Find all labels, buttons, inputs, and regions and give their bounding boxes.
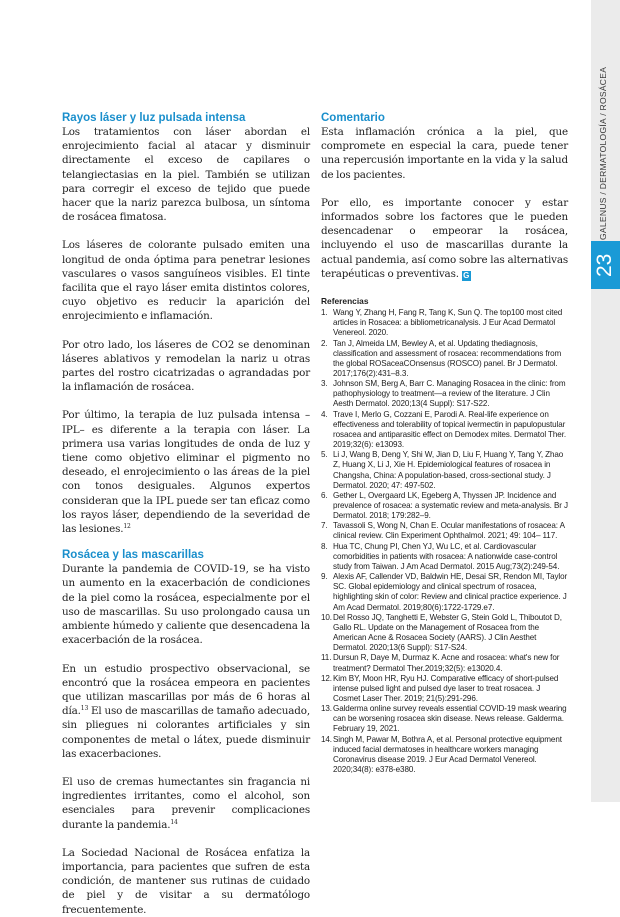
reference-number: 14. [321,734,332,744]
paragraph-laser-4-text: Por último, la terapia de luz pulsada intensa –IPL– es diferente a la terapia con láser. La primera usa varias longitudes de onda de luz y tiene como objetivo eliminar el pigmento no deseado, el enrojecimiento o las áreas de la piel con tonos desiguales. Algunos expertos consideran que la IPL puede ser tan eficaz como los rayos láser, dependiendo de la severidad de las lesiones. [62,409,310,536]
reference-text: Dursun R, Daye M, Durmaz K. Acne and rosacea: what's new for treatment? Dermatol Ther.2019;32(5): e13020.4. [333,653,560,673]
reference-item [321,308,568,338]
ref-marker-13: 13 [80,705,89,713]
paragraph-laser-2: Los láseres de colorante pulsado emiten una longitud de onda óptima para penetrar lesiones vasculares o vasos sanguíneos visibles. El tinte facilita que el rayo láser emita distintos colores, cuyo objetivo es reducir la aparición del enrojecimiento e inflamación. [62,239,310,323]
paragraph-masks-3 [62,775,310,832]
paragraph-masks-2a: En un estudio prospectivo observacional, se encontró que la rosácea empeora en pacientes que utilizan mascarillas por más de 6 horas al día. [62,662,310,718]
reference-text: Tan J, Almeida LM, Bewley A, et al. Updating thediagnosis, classification and assessment of rosacea: recommendations from the global ROSaceaCOnsensus (ROSCO) panel. Br J Dermatol. 2017;176(2):431–8.3. [333,338,562,378]
reference-item [321,410,568,451]
page-number: 23 [593,253,616,277]
references-list [321,308,568,775]
reference-text: Trave I, Merlo G, Cozzani E, Parodi A. Real-life experience on effectiveness and tolerability of topical ivermectin in papulopustular rosacea and antiparasitic effect on Demodex mites. Dermatol Ther. 2019;32(6): e13093. [333,409,566,450]
reference-number: 7. [321,521,328,531]
running-title: GALENUS / DERMATOLOGÍA / ROSÁCEA [598,66,608,240]
reference-text: Wang Y, Zhang H, Fang R, Tang K, Sun Q. The top100 most cited articles in Rosacea: a bibliometricanalysis. J Eur Acad Dermatol Venereol. 2020. [333,308,563,338]
paragraph-masks-4: La Sociedad Nacional de Rosácea enfatiza la importancia, para pacientes que sufren de esta condición, de mantener sus rutinas de cuidado de piel y de visitar a su dermatólogo frecuentemente. [62,846,310,916]
reference-item [321,450,568,491]
reference-text: Tavassoli S, Wong N, Chan E. Ocular manifestations of rosacea: A clinical review. Clin Experiment Ophthalmol. 2021; 49: 104– 117. [333,521,565,541]
paragraph-laser-1: Los tratamientos con láser abordan el enrojecimiento facial al atacar y disminuir directamente el exceso de capilares o telangiectasias en la piel. También se utilizan para corregir el exceso de tejido que puede hacer que la nariz parezca bulbosa, un síntoma de rosácea fimatosa. [62,126,310,224]
paragraph-comment-1: Esta inflamación crónica a la piel, que compromete en especial la cara, puede tener una repercusión importante en la vida y la salud de los pacientes. [321,126,568,181]
heading-comment: Comentario [321,112,385,124]
paragraph-comment-2 [321,196,568,281]
reference-text: Del Rosso JQ, Tanghetti E, Webster G, Stein Gold L, Thiboutot D, Gallo RL. Update on the Management of Rosacea from the American Acne & Rosacea Society (AARS). J Clin Aesthet Dermatol. 2020;13(6 Suppl): S17-S24. [333,612,562,653]
reference-number: 2. [321,338,328,348]
reference-item [321,704,568,734]
reference-number: 5. [321,450,328,460]
reference-text: Alexis AF, Callender VD, Baldwin HE, Desai SR, Rendon MI, Taylor SC. Global epidemiology and clinical spectrum of rosacea, highlighting skin of color: Review and clinical practice experience. J Am Acad Dermatol. 2019;80(6):1722-1729.e7. [333,572,568,612]
paragraph-laser-4 [62,408,310,536]
reference-number: 6. [321,490,328,500]
reference-number: 1. [321,308,328,318]
reference-number: 12. [321,673,332,683]
paragraph-masks-1: Durante la pandemia de COVID-19, se ha visto un aumento en la exacerbación de condiciones de la piel como la rosácea, especialmente por el uso de mascarillas. Su uso prolongado causa un ambiente húmedo y caliente que desencadena la exacerbación de la rosácea. [62,563,310,647]
ref-marker-12: 12 [123,523,131,531]
reference-number: 13. [321,704,332,714]
reference-text: Galderma online survey reveals essential COVID-19 mask wearing can be worsening rosacea skin disease. News release. Galderma. February 19, 2021. [333,704,567,734]
right-column [321,111,568,775]
reference-item [321,674,568,704]
reference-item [321,379,568,409]
paragraph-laser-3: Por otro lado, los láseres de CO2 se denominan láseres ablativos y remodelan la nariz u otras partes del rostro cicatrizadas o agrandadas por la inflamación de rosácea. [62,338,310,394]
left-column [62,111,310,917]
paragraph-masks-2b: El uso de mascarillas de tamaño adecuado, sin pliegues ni colorantes artificiales y sin componentes de metal o látex, puede disminuir las exacerbaciones. [62,705,310,760]
reference-item [321,613,568,654]
end-mark-icon: G [463,270,470,280]
reference-text: Li J, Wang B, Deng Y, Shi W, Jian D, Liu F, Huang Y, Tang Y, Zhao Z, Huang X, Li J, Xie H. Epidemiological features of rosacea in Changsha, China: A population-based, cross-sectional study. J Dermatol. 2020; 47: 497-502. [333,450,564,490]
reference-number: 11. [321,653,332,663]
reference-number: 10. [321,612,332,622]
ref-marker-14: 14 [170,818,178,826]
paragraph-masks-2 [62,662,310,761]
reference-number: 9. [321,572,328,582]
reference-text: Gether L, Overgaard LK, Egeberg A, Thyssen JP. Incidence and prevalence of rosacea: a systematic review and meta-analysis. Br J Dermatol. 2018; 179:282–9. [333,490,568,521]
reference-number: 4. [321,409,328,419]
reference-item [321,542,568,572]
heading-laser: Rayos láser y luz pulsada intensa [62,112,246,124]
reference-item [321,653,568,673]
paragraph-comment-2-text: Por ello, es importante conocer y estar informados sobre los factores que le pueden desencadenar o empeorar la rosácea, incluyendo el uso de mascarillas durante la actual pandemia, así como sobre las alternativas terapéuticas o preventivas. [321,196,568,280]
reference-text: Singh M, Pawar M, Bothra A, et al. Personal protective equipment induced facial dermatoses in healthcare workers managing Coronavirus disease 2019. J Eur Acad Dermatol Venereol. 2020;34(8): e378-e380. [333,734,562,775]
heading-masks: Rosácea y las mascarillas [62,549,204,562]
reference-number: 3. [321,379,328,389]
reference-item [321,735,568,776]
reference-item [321,572,568,613]
reference-text: Johnson SM, Berg A, Barr C. Managing Rosacea in the clinic: from pathophysiology to treatment—a review of the literature. J Clin Aesth Dermatol. 2020;13(4 Suppl): S17-S22. [333,379,566,409]
reference-item [321,521,568,541]
reference-number: 8. [321,541,328,551]
reference-text: Kim BY, Moon HR, Ryu HJ. Comparative efficacy of short-pulsed intense pulsed light and pulsed dye laser to treat rosacea. J Cosmet Laser Ther. 2019; 21(5):291-296. [333,673,559,703]
references-title: Referencias [321,296,369,307]
reference-item [321,491,568,521]
paragraph-masks-3-text: El uso de cremas humectantes sin fragancia ni ingredientes irritantes, como el alcohol, son esenciales para prevenir complicaciones durante la pandemia. [62,775,310,831]
reference-item [321,339,568,380]
reference-text: Hua TC, Chung PI, Chen YJ, Wu LC, et al. Cardiovascular comorbidities in patients with rosacea: A nationwide case-control study from Taiwan. J Am Acad Dermatol. 2015 Aug;73(2):249-54. [333,541,560,571]
